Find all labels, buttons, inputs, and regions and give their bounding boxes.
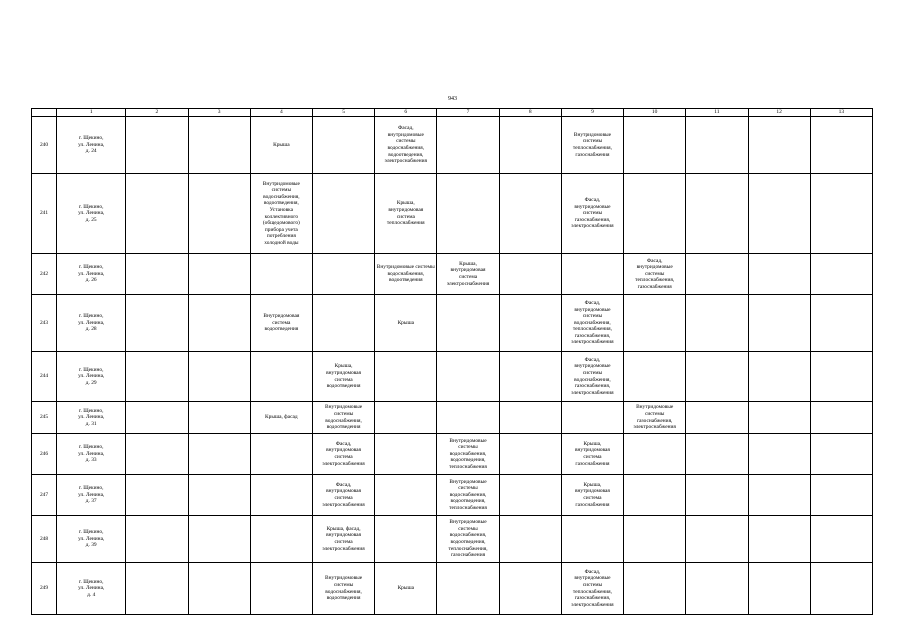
row-number-text: 242 xyxy=(39,270,49,277)
col6-text: Фасад, внутридомовые системы водоснабжения, водоотведения, электроснабжения xyxy=(384,125,427,165)
col8-cell xyxy=(499,174,561,254)
table-row xyxy=(32,475,873,516)
table-row xyxy=(32,117,873,174)
header-cell-3: 3 xyxy=(188,109,250,117)
col10-cell xyxy=(624,254,686,295)
col4-text: Крыша xyxy=(273,141,290,148)
address-cell xyxy=(57,516,126,563)
col5-cell xyxy=(312,516,374,563)
col10-cell xyxy=(624,475,686,516)
col9-text: Фасад, внутридомовые системы водоснабжения, газоснабжения, электроснабжения xyxy=(571,356,614,396)
col8-cell xyxy=(499,516,561,563)
row-number-text: 249 xyxy=(39,585,49,592)
col13-cell xyxy=(810,516,872,563)
col4-cell xyxy=(250,295,312,352)
header-cell-4: 4 xyxy=(250,109,312,117)
col7-cell xyxy=(437,475,499,516)
col8-cell xyxy=(499,117,561,174)
col2-cell xyxy=(126,295,188,352)
header-cell-11: 11 xyxy=(686,109,748,117)
row-number-text: 244 xyxy=(39,373,49,380)
col9-text: Фасад, внутридомовые системы теплоснабжения, газоснабжения, электроснабжения xyxy=(571,568,614,608)
col6-cell xyxy=(375,352,437,402)
col6-cell xyxy=(375,402,437,434)
col6-text: Крыша xyxy=(397,585,415,592)
address-cell xyxy=(57,352,126,402)
col7-cell xyxy=(437,254,499,295)
col2-cell xyxy=(126,402,188,434)
col12-cell xyxy=(748,563,810,615)
col4-text: Внутридомовая система водоотведения xyxy=(263,313,300,333)
col12-cell xyxy=(748,402,810,434)
col3-cell xyxy=(188,402,250,434)
col12-cell xyxy=(748,117,810,174)
row-number-cell xyxy=(32,516,57,563)
header-cell-12: 12 xyxy=(748,109,810,117)
col5-text: Фасад, внутридомовая система электроснабжения xyxy=(322,440,365,467)
col6-cell xyxy=(375,254,437,295)
col9-cell xyxy=(561,563,623,615)
col5-text: Фасад, внутридомовая система электроснабжения xyxy=(322,481,365,508)
col13-cell xyxy=(810,254,872,295)
col7-cell xyxy=(437,402,499,434)
address-cell xyxy=(57,254,126,295)
col8-cell xyxy=(499,434,561,475)
col3-cell xyxy=(188,117,250,174)
col3-cell xyxy=(188,254,250,295)
col4-text: Крыша, фасад xyxy=(265,414,298,421)
col2-cell xyxy=(126,254,188,295)
col2-cell xyxy=(126,563,188,615)
address-text: г. Щекино, ул. Ленина, д. 33 xyxy=(78,444,105,464)
col3-cell xyxy=(188,295,250,352)
col8-cell xyxy=(499,475,561,516)
col5-cell xyxy=(312,117,374,174)
row-number-text: 248 xyxy=(39,535,49,542)
col6-cell xyxy=(375,117,437,174)
col9-cell xyxy=(561,402,623,434)
col4-text: Внутридомовые системы водоснабжения, водоотведения, Установка коллективного (общедомового) прибора учета потребления холодной воды xyxy=(262,180,300,246)
col13-cell xyxy=(810,434,872,475)
header-row xyxy=(32,109,873,117)
col9-text: Фасад, внутридомовые системы газоснабжения, электроснабжения xyxy=(571,197,614,230)
col4-cell xyxy=(250,352,312,402)
col9-text: Фасад, внутридомовые системы водоснабжения, теплоснабжения, газоснабжения, электроснабжения xyxy=(571,299,614,346)
row-number-cell xyxy=(32,352,57,402)
row-number-text: 240 xyxy=(39,141,49,148)
col2-cell xyxy=(126,434,188,475)
col11-cell xyxy=(686,563,748,615)
col12-cell xyxy=(748,516,810,563)
col11-cell xyxy=(686,402,748,434)
col13-cell xyxy=(810,563,872,615)
col10-cell xyxy=(624,563,686,615)
col7-cell xyxy=(437,563,499,615)
col6-cell xyxy=(375,475,437,516)
col9-cell xyxy=(561,295,623,352)
row-number-text: 245 xyxy=(39,414,49,421)
repair-schedule-table xyxy=(31,108,873,615)
col11-cell xyxy=(686,475,748,516)
table-row xyxy=(32,516,873,563)
col7-cell xyxy=(437,516,499,563)
address-text: г. Щекино, ул. Ленина, д. 4 xyxy=(78,578,105,598)
col9-cell xyxy=(561,352,623,402)
col5-cell xyxy=(312,475,374,516)
header-cell-1: 1 xyxy=(57,109,126,117)
col4-cell xyxy=(250,475,312,516)
address-text: г. Щекино, ул. Ленина, д. 26 xyxy=(78,264,105,284)
col4-cell xyxy=(250,402,312,434)
col5-text: Внутридомовые системы водоснабжения, водоотведения xyxy=(324,404,363,431)
table-row xyxy=(32,434,873,475)
col6-text: Крыша, внутридомовая система теплоснабжения xyxy=(386,200,425,227)
table-row xyxy=(32,174,873,254)
row-number-text: 246 xyxy=(39,450,49,457)
row-number-cell xyxy=(32,295,57,352)
col3-cell xyxy=(188,352,250,402)
col10-cell xyxy=(624,352,686,402)
col11-cell xyxy=(686,295,748,352)
address-text: г. Щекино, ул. Ленина, д. 39 xyxy=(78,529,105,549)
row-number-cell xyxy=(32,434,57,475)
col6-text: Крыша xyxy=(397,319,415,326)
address-cell xyxy=(57,295,126,352)
address-text: г. Щекино, ул. Ленина, д. 31 xyxy=(78,407,105,427)
col5-cell xyxy=(312,434,374,475)
header-cell-13: 13 xyxy=(810,109,872,117)
col12-cell xyxy=(748,254,810,295)
col7-cell xyxy=(437,295,499,352)
address-cell xyxy=(57,563,126,615)
header-cell-5: 5 xyxy=(312,109,374,117)
col7-cell xyxy=(437,174,499,254)
col6-cell xyxy=(375,174,437,254)
col11-cell xyxy=(686,174,748,254)
col8-cell xyxy=(499,402,561,434)
col2-cell xyxy=(126,117,188,174)
col4-cell xyxy=(250,174,312,254)
col8-cell xyxy=(499,352,561,402)
col4-cell xyxy=(250,516,312,563)
row-number-text: 241 xyxy=(39,210,49,217)
col11-cell xyxy=(686,254,748,295)
col3-cell xyxy=(188,434,250,475)
header-cell-2: 2 xyxy=(126,109,188,117)
col13-cell xyxy=(810,295,872,352)
col7-text: Внутридомовые системы водоснабжения, водоотведения, теплоснабжения, газоснабжения xyxy=(448,519,488,559)
col11-cell xyxy=(686,352,748,402)
col2-cell xyxy=(126,475,188,516)
col12-cell xyxy=(748,295,810,352)
address-text: г. Щекино, ул. Ленина, д. 25 xyxy=(78,203,105,223)
col5-cell xyxy=(312,174,374,254)
col13-cell xyxy=(810,117,872,174)
col7-cell xyxy=(437,117,499,174)
header-cell-10: 10 xyxy=(624,109,686,117)
col2-cell xyxy=(126,352,188,402)
col5-cell xyxy=(312,295,374,352)
header-cell-9: 9 xyxy=(561,109,623,117)
col11-cell xyxy=(686,434,748,475)
col12-cell xyxy=(748,352,810,402)
col9-cell xyxy=(561,516,623,563)
col7-cell xyxy=(437,352,499,402)
address-text: г. Щекино, ул. Ленина, д. 29 xyxy=(78,366,105,386)
col3-cell xyxy=(188,563,250,615)
row-number-cell xyxy=(32,174,57,254)
col9-cell xyxy=(561,254,623,295)
col13-cell xyxy=(810,352,872,402)
col6-cell xyxy=(375,563,437,615)
address-text: г. Щекино, ул. Ленина, д. 24 xyxy=(78,135,105,155)
row-number-cell xyxy=(32,563,57,615)
col11-cell xyxy=(686,117,748,174)
table-row xyxy=(32,563,873,615)
col5-text: Крыша, фасад, внутридомовая система электроснабжения xyxy=(322,525,365,552)
col10-cell xyxy=(624,174,686,254)
col9-text: Внутридомовые системы теплоснабжения, газоснабжения xyxy=(572,131,612,158)
col5-cell xyxy=(312,563,374,615)
address-cell xyxy=(57,402,126,434)
col5-cell xyxy=(312,402,374,434)
table-row xyxy=(32,295,873,352)
col10-cell xyxy=(624,117,686,174)
col4-cell xyxy=(250,117,312,174)
col11-cell xyxy=(686,516,748,563)
col13-cell xyxy=(810,174,872,254)
col8-cell xyxy=(499,254,561,295)
col6-cell xyxy=(375,295,437,352)
col3-cell xyxy=(188,475,250,516)
col3-cell xyxy=(188,174,250,254)
row-number-cell xyxy=(32,402,57,434)
col2-cell xyxy=(126,174,188,254)
col5-cell xyxy=(312,352,374,402)
col10-text: Фасад, внутридомовые системы теплоснабжения, газоснабжения xyxy=(635,257,675,290)
header-cell-8: 8 xyxy=(499,109,561,117)
table-row xyxy=(32,402,873,434)
col7-cell xyxy=(437,434,499,475)
col7-text: Внутридомовые системы водоснабжения, водоотведения, теплоснабжения xyxy=(449,437,487,470)
table-row xyxy=(32,352,873,402)
page-number: 943 xyxy=(448,96,457,102)
address-cell xyxy=(57,475,126,516)
col9-cell xyxy=(561,434,623,475)
header-cell-rownum xyxy=(32,109,57,117)
row-number-text: 247 xyxy=(39,491,49,498)
row-number-text: 243 xyxy=(39,319,49,326)
col5-text: Крыша, внутридомовая система водоотведения xyxy=(326,363,362,390)
col7-text: Крыша, внутридомовая система электроснабжения xyxy=(446,260,490,287)
col9-cell xyxy=(561,174,623,254)
col10-cell xyxy=(624,402,686,434)
col4-cell xyxy=(250,254,312,295)
col4-cell xyxy=(250,563,312,615)
address-cell xyxy=(57,174,126,254)
col3-cell xyxy=(188,516,250,563)
col10-cell xyxy=(624,434,686,475)
col12-cell xyxy=(748,434,810,475)
col9-text: Крыша, внутридомовая система газоснабжения xyxy=(574,440,610,467)
col2-cell xyxy=(126,516,188,563)
col13-cell xyxy=(810,475,872,516)
col5-text: Внутридомовые системы водоснабжения, водоотведения xyxy=(324,575,363,602)
col6-cell xyxy=(375,434,437,475)
address-cell xyxy=(57,117,126,174)
col10-cell xyxy=(624,295,686,352)
col9-cell xyxy=(561,475,623,516)
col7-text: Внутридомовые системы водоснабжения, водоотведения, теплоснабжения xyxy=(449,478,487,511)
row-number-cell xyxy=(32,254,57,295)
address-text: г. Щекино, ул. Ленина, д. 37 xyxy=(78,485,105,505)
col9-text: Крыша, внутридомовая система газоснабжения xyxy=(574,481,610,508)
address-cell xyxy=(57,434,126,475)
col6-cell xyxy=(375,516,437,563)
row-number-cell xyxy=(32,475,57,516)
col12-cell xyxy=(748,475,810,516)
col8-cell xyxy=(499,295,561,352)
col4-cell xyxy=(250,434,312,475)
row-number-cell xyxy=(32,117,57,174)
header-cell-7: 7 xyxy=(437,109,499,117)
col10-text: Внутридомовые системы газоснабжения, электроснабжения xyxy=(633,404,676,431)
col9-cell xyxy=(561,117,623,174)
col6-text: Внутридомовые системы водоснабжения, водоотведения xyxy=(376,264,435,284)
col13-cell xyxy=(810,402,872,434)
col12-cell xyxy=(748,174,810,254)
header-cell-6: 6 xyxy=(375,109,437,117)
address-text: г. Щекино, ул. Ленина, д. 28 xyxy=(78,313,105,333)
col8-cell xyxy=(499,563,561,615)
col5-cell xyxy=(312,254,374,295)
table-row xyxy=(32,254,873,295)
col10-cell xyxy=(624,516,686,563)
